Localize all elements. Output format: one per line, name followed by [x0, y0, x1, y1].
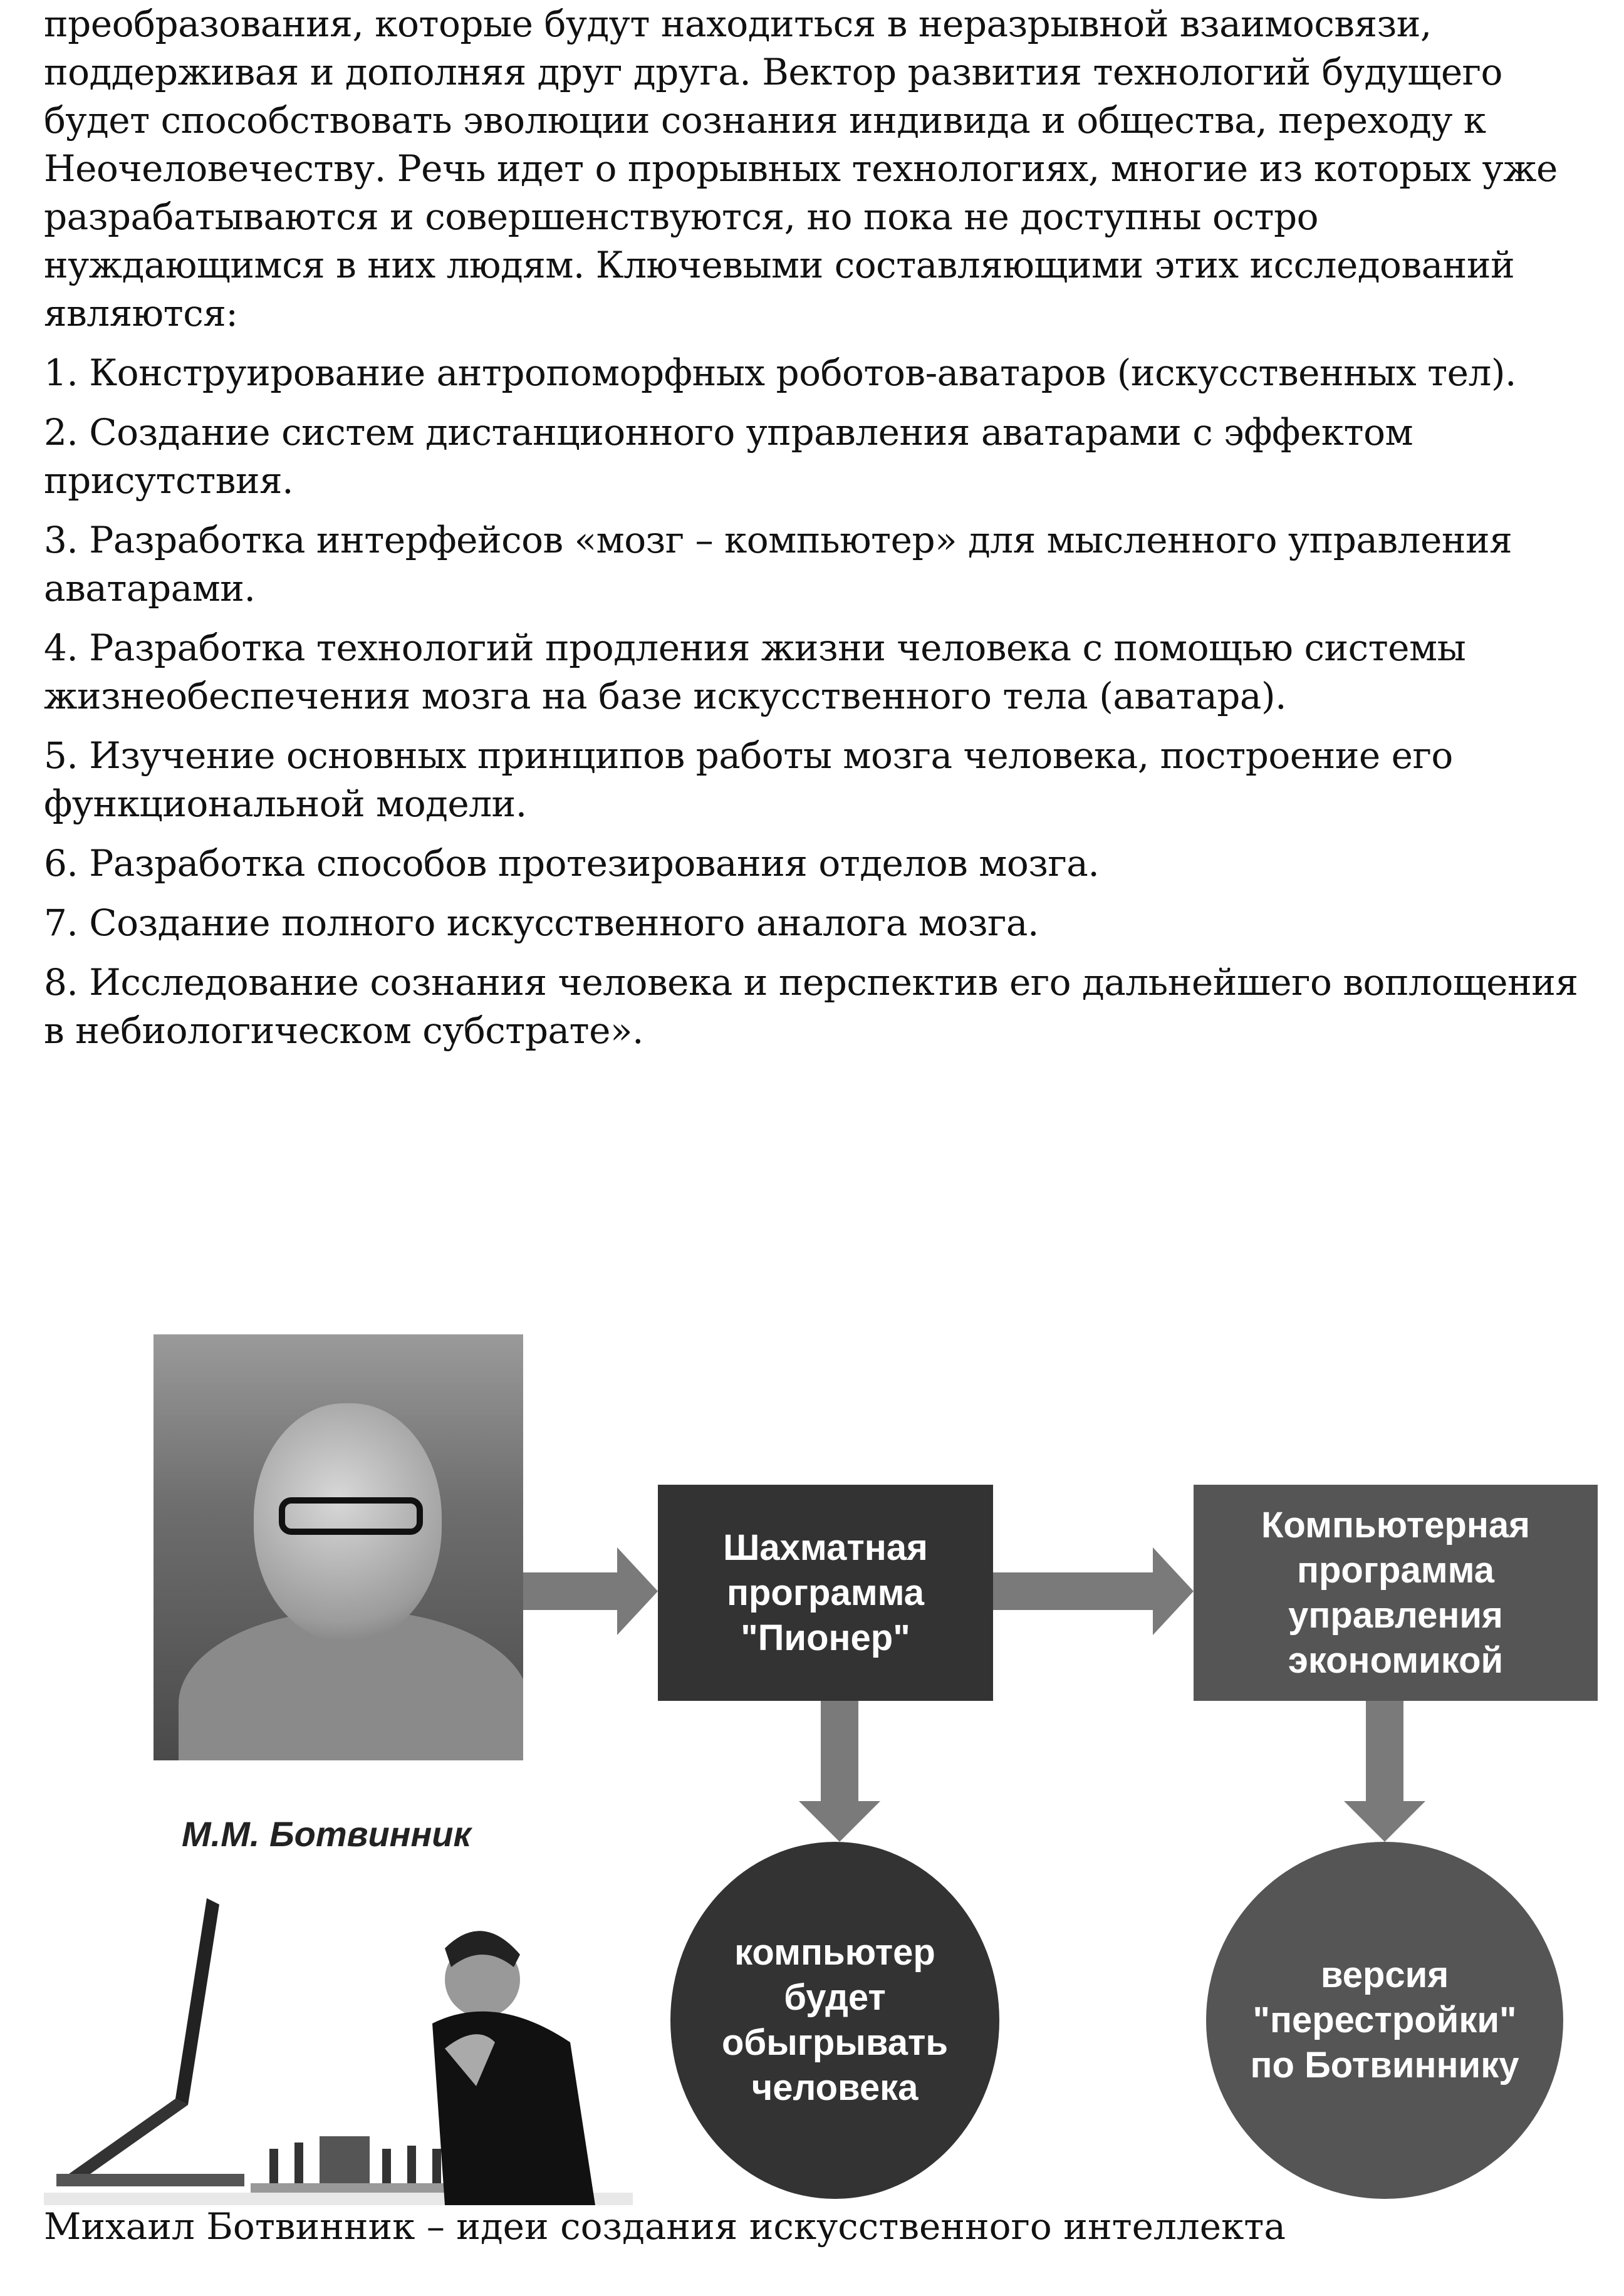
arrow-down-2	[1344, 1701, 1425, 1842]
computer-beats-human-circle	[670, 1842, 999, 2199]
list-item: 7. Создание полного искусственного аналога мозга.	[44, 901, 1039, 944]
arrow-right-1	[523, 1547, 658, 1635]
chess-player-illustration	[44, 1898, 633, 2205]
body-text	[44, 0, 1591, 1055]
list-item: 1. Конструирование антропоморфных роботов-аватаров (искусственных тел).	[44, 351, 1516, 394]
list-item: 4. Разработка технологий продления жизни человека с помощью системы жизнеобеспечения мозга на базе искусственного тела (аватара).	[44, 626, 1466, 717]
box2-label: Компьютерная программа управления экономикой	[1261, 1504, 1530, 1681]
botvinnik-photo	[154, 1334, 523, 1760]
glasses-shape	[279, 1497, 423, 1535]
perestroika-circle	[1206, 1842, 1563, 2199]
economy-program-box	[1194, 1485, 1598, 1701]
photo-caption: М.М. Ботвинник	[182, 1814, 471, 1854]
list-item: 5. Изучение основных принципов работы мозга человека, построение его функциональной модели.	[44, 734, 1453, 825]
circle1-label: компьютер будет обыгрывать человека	[721, 1932, 949, 2108]
circle2-label: версия "перестройки" по Ботвиннику	[1250, 1955, 1519, 2086]
list-item: 2. Создание систем дистанционного управления аватарами с эффектом присутствия.	[44, 411, 1413, 502]
intro-paragraph: преобразования, которые будут находиться в неразрывной взаимосвязи, поддерживая и дополняя друг друга. Вектор развития технологий будущего будет способствовать эволюции сознания индивида и общества, переходу к Неочеловечеству. Речь идет о прорывных технологиях, многие из которых уже разрабатываются и совершенствуются, но пока не доступны остро нуждающимся в них людям. Ключевыми составляющими этих исследований являются:	[44, 3, 1558, 335]
arrow-down-1	[799, 1701, 880, 1842]
box1-label: Шахматная программа "Пионер"	[723, 1527, 928, 1658]
arrow-right-2	[993, 1547, 1194, 1635]
figure-caption: Михаил Ботвинник – идеи создания искусственного интеллекта	[44, 2205, 1286, 2248]
chess-program-box	[658, 1485, 993, 1701]
list-item: 6. Разработка способов протезирования отделов мозга.	[44, 842, 1100, 885]
list-item: 8. Исследование сознания человека и перспектив его дальнейшего воплощения в небиологическом субстрате».	[44, 961, 1578, 1052]
list-item: 3. Разработка интерфейсов «мозг – компьютер» для мысленного управления аватарами.	[44, 519, 1512, 610]
